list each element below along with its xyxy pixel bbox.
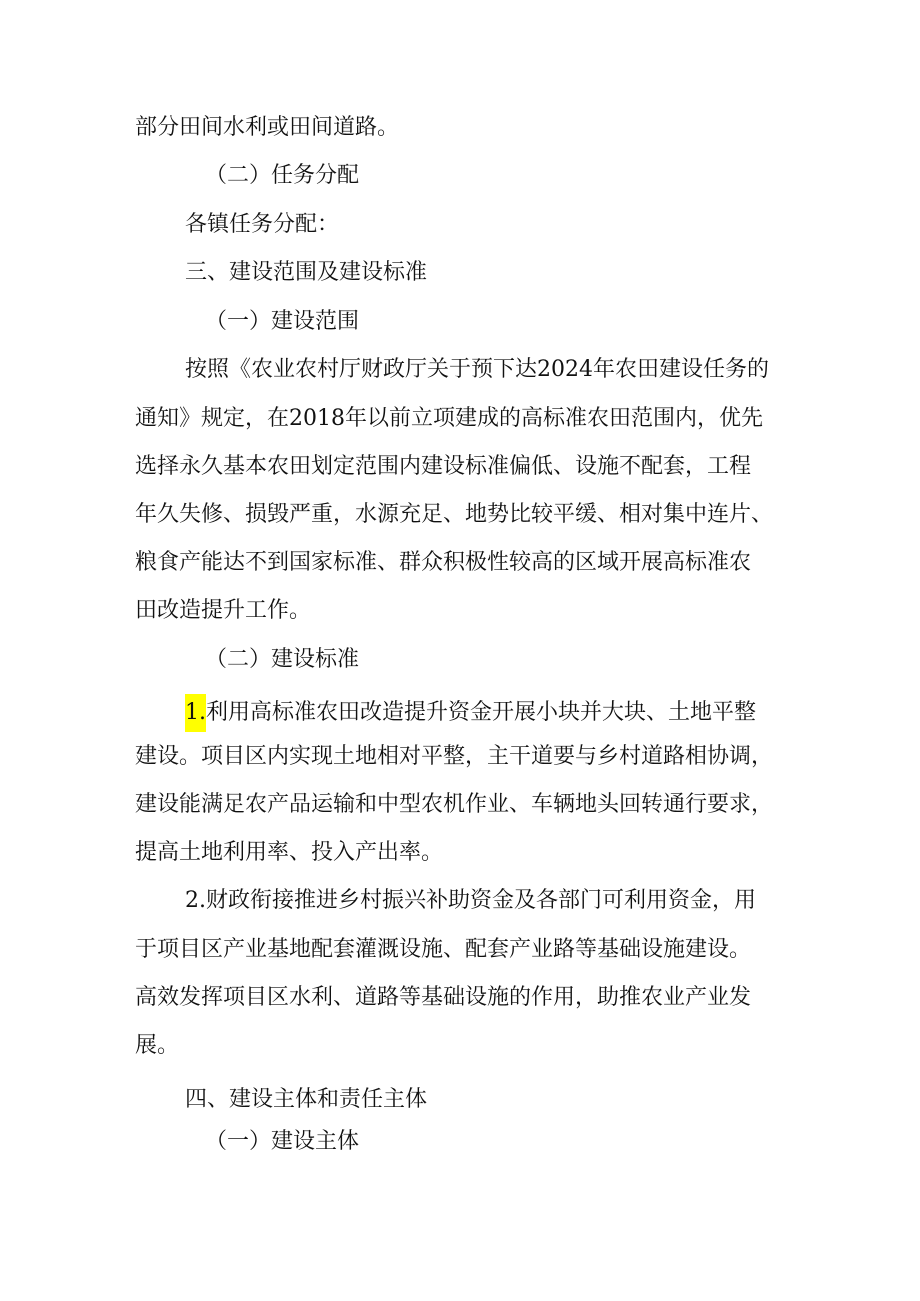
text-line: 按照《农业农村厅财政厅关于预下达2024年农田建设任务的 [185,357,769,382]
section-heading: （二）建设标准 [205,647,360,672]
section-heading: （二）任务分配 [205,163,360,188]
text-line: 部分田间水利或田间道路。 [135,115,400,140]
section-heading: 四、建设主体和责任主体 [185,1087,428,1112]
text-line: 建设。项目区内实现土地相对平整，主干道要与乡村道路相协调， [135,744,774,769]
text-line: 各镇任务分配： [185,212,340,237]
section-heading: （一）建设主体 [205,1129,360,1154]
text-line-content: 利用高标准农田改造提升资金开展小块并大块、土地平整 [206,700,757,725]
text-line: 展。 [135,1033,180,1058]
text-line: 粮食产能达不到国家标准、群众积极性较高的区域开展高标准农 [135,550,752,575]
text-line: 年久失修、损毁严重，水源充足、地势比较平缓、相对集中连片、 [135,502,774,527]
text-line: 2.财政衔接推进乡村振兴补助资金及各部门可利用资金，用 [185,888,756,913]
text-line: 田改造提升工作。 [135,598,312,623]
text-line: 选择永久基本农田划定范围内建设标准偏低、设施不配套，工程 [135,454,752,479]
text-line: 通知》规定，在2018年以前立项建成的高标准农田范围内，优先 [135,406,763,431]
text-line [0,694,920,732]
text-line: 提高土地利用率、投入产出率。 [135,840,444,865]
section-heading: 三、建设范围及建设标准 [185,260,428,285]
text-line: 高效发挥项目区水利、道路等基础设施的作用，助推农业产业发 [135,985,752,1010]
text-line: 建设能满足农产品运输和中型农机作业、车辆地头回转通行要求， [135,792,774,817]
text-line: 于项目区产业基地配套灌溉设施、配套产业路等基础设施建设。 [135,937,752,962]
highlighted-number: 1. [185,694,206,732]
section-heading: （一）建设范围 [205,309,360,334]
